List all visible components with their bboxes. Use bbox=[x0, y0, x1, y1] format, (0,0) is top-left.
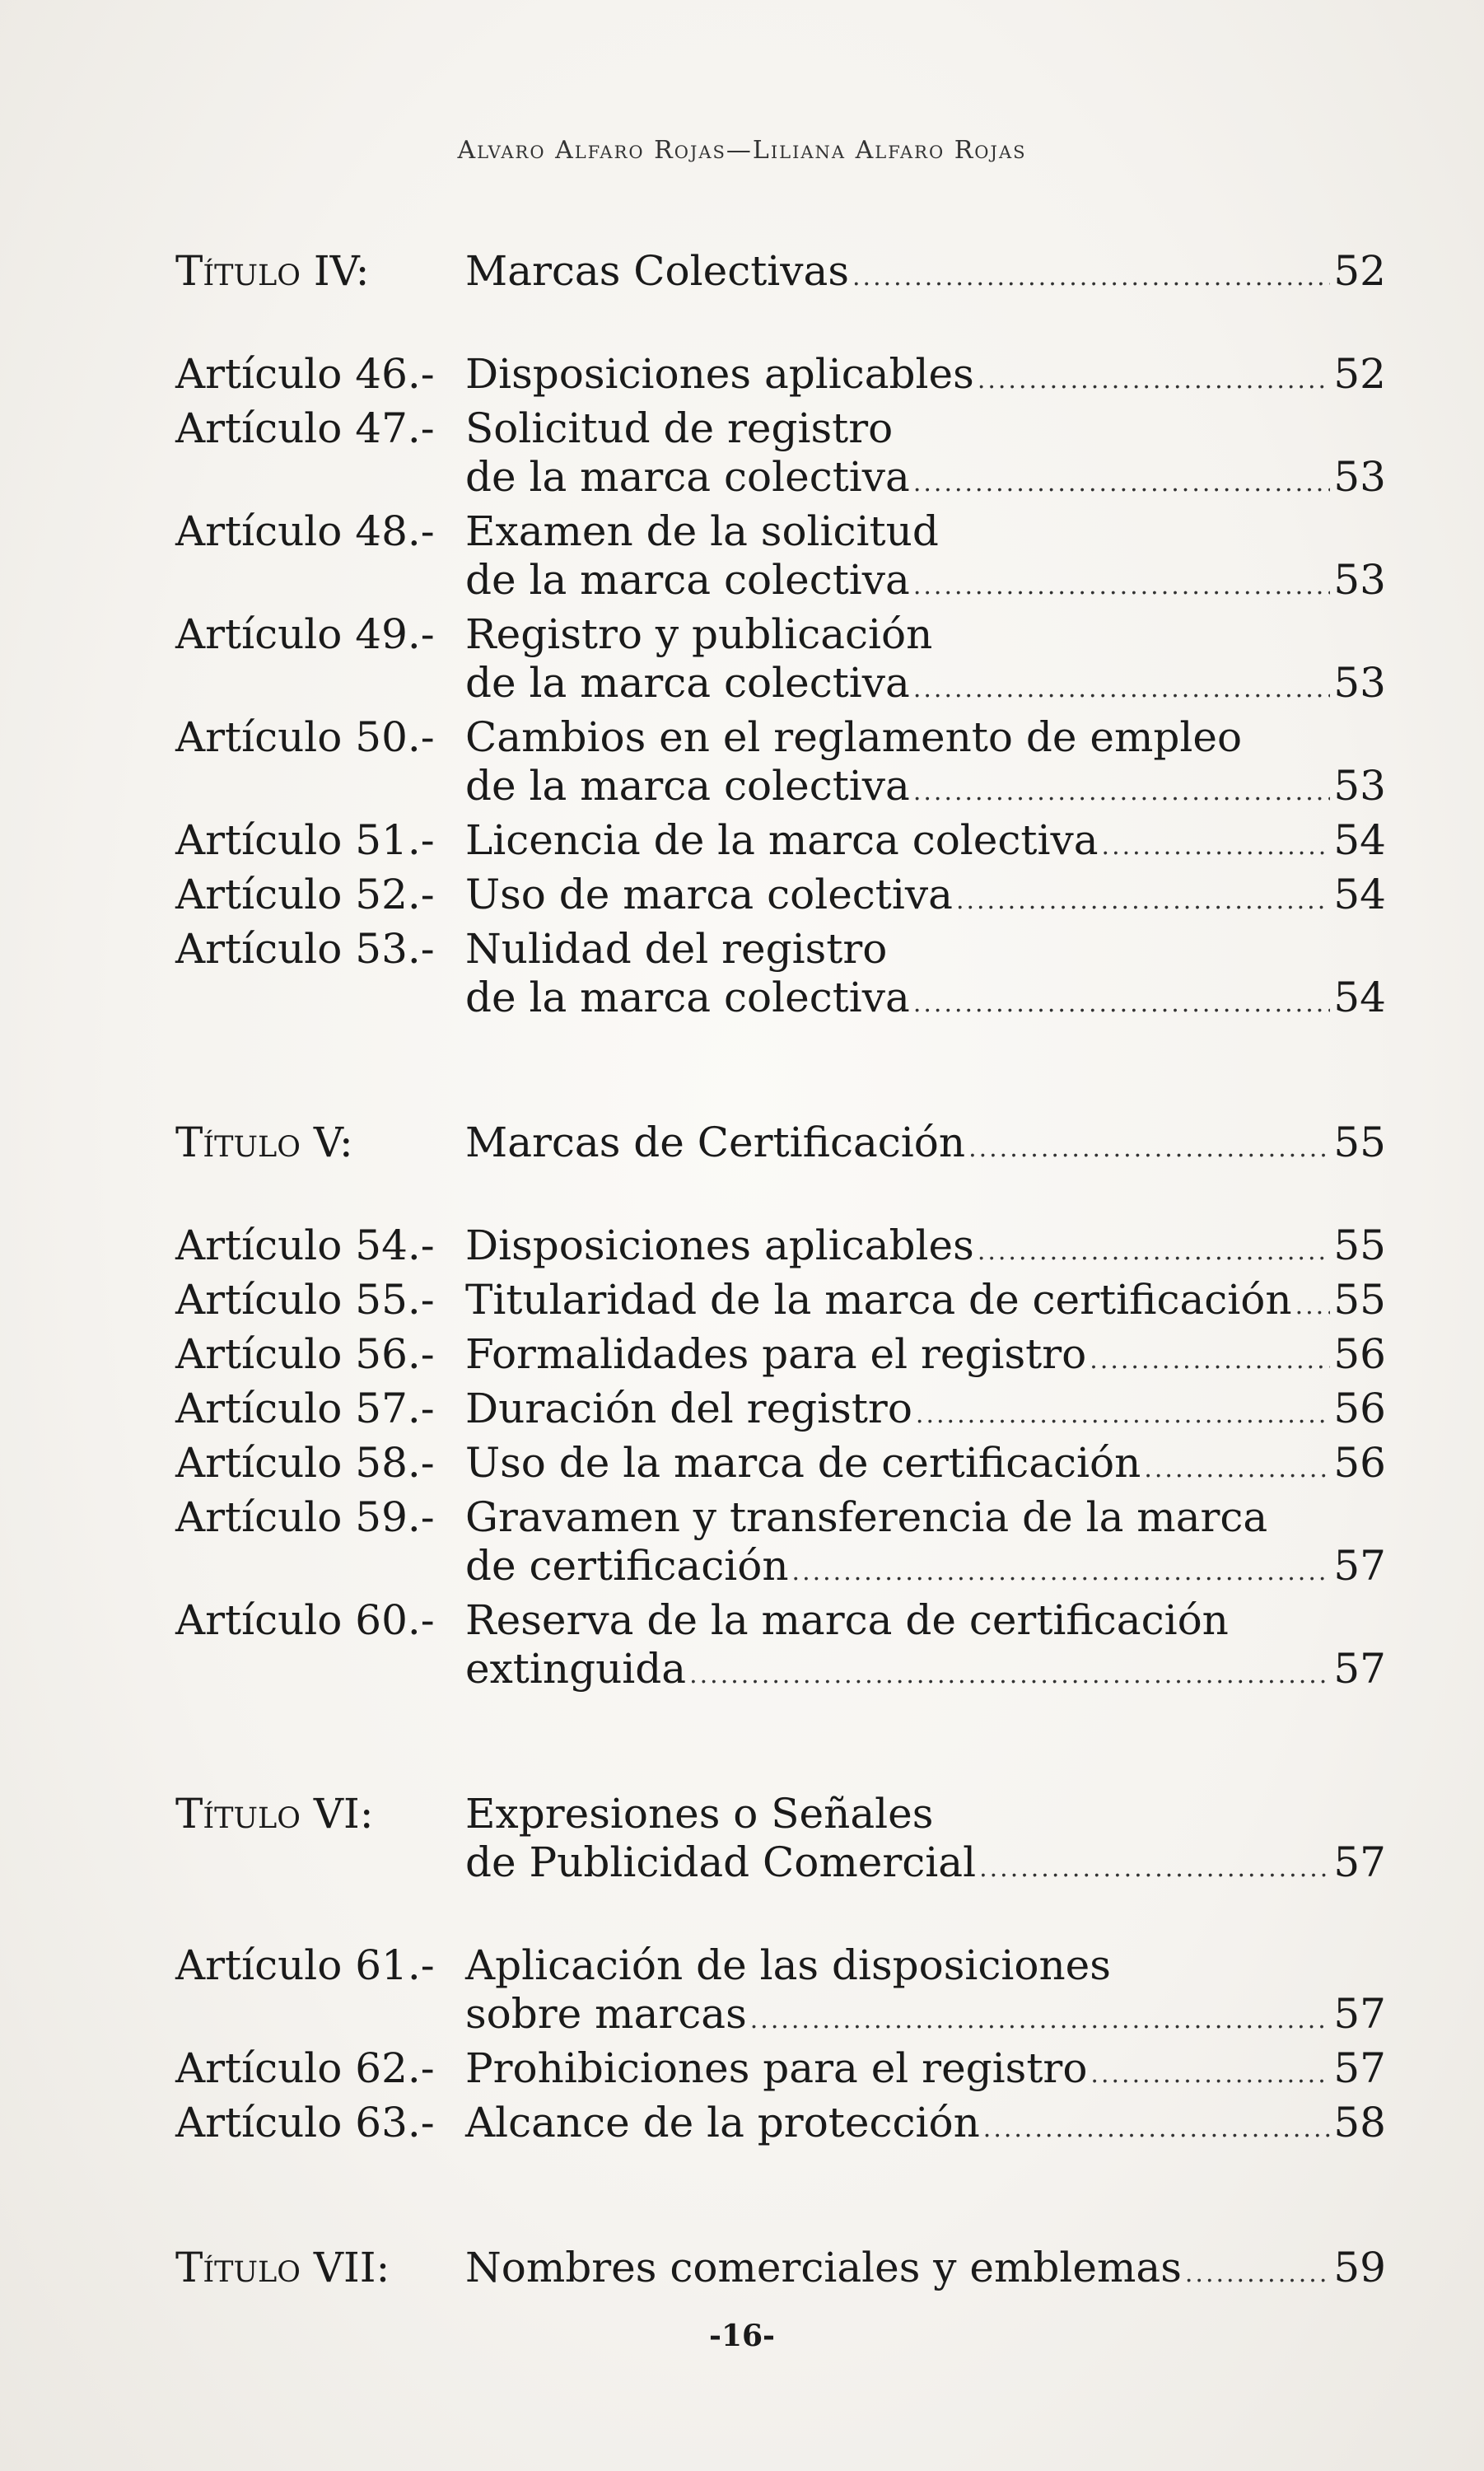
spacer bbox=[175, 1699, 1386, 1790]
article-entry-label: Artículo 53.- bbox=[175, 925, 435, 973]
article-entry-page: 54 bbox=[1333, 974, 1386, 1021]
article-entry-entry bbox=[465, 1941, 1386, 1990]
article-entry-page: 53 bbox=[1333, 762, 1386, 810]
article-entry-text: Uso de la marca de certificación bbox=[465, 1439, 1141, 1487]
title-entry bbox=[175, 1838, 1386, 1893]
toc-section bbox=[175, 1790, 1386, 2153]
article-entry-entry bbox=[465, 507, 1386, 556]
article-entry-entry bbox=[465, 1385, 1386, 1439]
article-entry-entry bbox=[465, 404, 1386, 453]
article-entry-text: Registro y publicación bbox=[465, 610, 933, 658]
article-entry-label: Artículo 46.- bbox=[175, 350, 435, 398]
dot-leader bbox=[956, 876, 1330, 925]
article-entry-entry bbox=[465, 556, 1386, 610]
title-entry-entry bbox=[465, 2244, 1386, 2298]
article-entry bbox=[175, 816, 1386, 871]
title-entry-entry bbox=[465, 1790, 1386, 1838]
article-entry-label: Artículo 59.- bbox=[175, 1493, 435, 1541]
article-entry-entry bbox=[465, 1221, 1386, 1276]
article-entry-page: 57 bbox=[1333, 1542, 1386, 1590]
dot-leader bbox=[978, 356, 1331, 404]
article-entry-entry bbox=[465, 816, 1386, 871]
title-entry bbox=[175, 1119, 1386, 1173]
article-entry-label: Artículo 54.- bbox=[175, 1221, 435, 1269]
article-entry-page: 57 bbox=[1333, 2044, 1386, 2092]
article-entry bbox=[175, 1542, 1386, 1596]
title-entry-label: Título VI: bbox=[175, 1790, 374, 1838]
article-entry-page: 54 bbox=[1333, 816, 1386, 864]
article-entry bbox=[175, 610, 1386, 659]
article-entry-label: Artículo 56.- bbox=[175, 1330, 435, 1378]
dot-leader bbox=[1185, 2249, 1331, 2298]
article-entry-entry bbox=[465, 1990, 1386, 2044]
dot-leader bbox=[968, 1124, 1330, 1173]
article-entry-label: Artículo 49.- bbox=[175, 610, 435, 658]
title-entry bbox=[175, 1790, 1386, 1838]
title-entry-entry bbox=[465, 247, 1386, 301]
table-of-contents bbox=[175, 247, 1386, 2298]
spacer bbox=[175, 2153, 1386, 2244]
article-entry-text: Examen de la solicitud bbox=[465, 507, 939, 555]
article-entry-page: 54 bbox=[1333, 871, 1386, 918]
article-entry-entry bbox=[465, 1276, 1386, 1330]
article-entry-text: de la marca colectiva bbox=[465, 556, 910, 604]
title-entry bbox=[175, 2244, 1386, 2298]
article-entry bbox=[175, 871, 1386, 925]
article-entry-label: Artículo 48.- bbox=[175, 507, 435, 555]
spacer bbox=[175, 1173, 1386, 1221]
title-entry-text: Marcas Colectivas bbox=[465, 247, 850, 295]
article-entry-page: 56 bbox=[1333, 1385, 1386, 1432]
title-entry-text: Marcas de Certificación bbox=[465, 1119, 966, 1166]
title-entry-text: Nombres comerciales y emblemas bbox=[465, 2244, 1182, 2291]
dot-leader bbox=[913, 768, 1331, 816]
article-entry-page: 53 bbox=[1333, 659, 1386, 707]
article-entry-page: 56 bbox=[1333, 1439, 1386, 1487]
dot-leader bbox=[913, 979, 1331, 1028]
spacer bbox=[175, 301, 1386, 350]
article-entry bbox=[175, 556, 1386, 610]
title-entry bbox=[175, 247, 1386, 301]
dot-leader bbox=[913, 665, 1331, 713]
article-entry bbox=[175, 1990, 1386, 2044]
article-entry bbox=[175, 2044, 1386, 2099]
article-entry-page: 55 bbox=[1333, 1221, 1386, 1269]
article-entry-text: Disposiciones aplicables bbox=[465, 1221, 974, 1269]
article-entry-text: Licencia de la marca colectiva bbox=[465, 816, 1099, 864]
dot-leader bbox=[913, 562, 1331, 610]
article-entry-entry bbox=[465, 1330, 1386, 1385]
dot-leader bbox=[983, 2104, 1331, 2153]
article-entry bbox=[175, 659, 1386, 713]
dot-leader bbox=[916, 1390, 1330, 1439]
article-entry-text: de la marca colectiva bbox=[465, 762, 910, 810]
dot-leader bbox=[978, 1227, 1331, 1276]
article-entry-label: Artículo 52.- bbox=[175, 871, 435, 918]
article-entry-entry bbox=[465, 925, 1386, 974]
article-entry bbox=[175, 507, 1386, 556]
article-entry-text: extinguida bbox=[465, 1645, 687, 1693]
article-entry-page: 55 bbox=[1333, 1276, 1386, 1324]
article-entry-entry bbox=[465, 871, 1386, 925]
article-entry bbox=[175, 1276, 1386, 1330]
spacer bbox=[175, 1893, 1386, 1941]
toc-section bbox=[175, 2244, 1386, 2298]
title-entry-entry bbox=[465, 1119, 1386, 1173]
article-entry-entry bbox=[465, 713, 1386, 762]
article-entry-entry bbox=[465, 1542, 1386, 1596]
article-entry bbox=[175, 1941, 1386, 1990]
article-entry bbox=[175, 1221, 1386, 1276]
article-entry-entry bbox=[465, 1645, 1386, 1699]
article-entry bbox=[175, 974, 1386, 1028]
dot-leader bbox=[852, 253, 1330, 301]
article-entry-label: Artículo 55.- bbox=[175, 1276, 435, 1324]
article-entry-page: 53 bbox=[1333, 453, 1386, 501]
article-entry-text: Formalidades para el registro bbox=[465, 1330, 1087, 1378]
article-entry-page: 53 bbox=[1333, 556, 1386, 604]
title-entry-page: 57 bbox=[1333, 1838, 1386, 1886]
article-entry-text: Alcance de la protección bbox=[465, 2099, 980, 2146]
dot-leader bbox=[1144, 1445, 1330, 1493]
dot-leader bbox=[1090, 2050, 1330, 2099]
article-entry-label: Artículo 63.- bbox=[175, 2099, 435, 2146]
article-entry bbox=[175, 404, 1386, 453]
title-entry-page: 55 bbox=[1333, 1119, 1386, 1166]
article-entry-text: de la marca colectiva bbox=[465, 453, 910, 501]
article-entry-entry bbox=[465, 2044, 1386, 2099]
article-entry-text: Duración del registro bbox=[465, 1385, 912, 1432]
dot-leader bbox=[979, 1844, 1330, 1893]
dot-leader bbox=[792, 1548, 1331, 1596]
article-entry-text: Titularidad de la marca de certificación bbox=[465, 1276, 1292, 1324]
article-entry-label: Artículo 57.- bbox=[175, 1385, 435, 1432]
dot-leader bbox=[689, 1651, 1330, 1699]
dot-leader bbox=[1102, 822, 1331, 871]
article-entry-label: Artículo 47.- bbox=[175, 404, 435, 452]
toc-section bbox=[175, 247, 1386, 1028]
article-entry-text: de la marca colectiva bbox=[465, 974, 910, 1021]
article-entry-label: Artículo 61.- bbox=[175, 1941, 435, 1989]
article-entry-text: Cambios en el reglamento de empleo bbox=[465, 713, 1243, 761]
article-entry bbox=[175, 1645, 1386, 1699]
article-entry-entry bbox=[465, 350, 1386, 404]
article-entry bbox=[175, 1596, 1386, 1645]
article-entry-text: Uso de marca colectiva bbox=[465, 871, 953, 918]
dot-leader bbox=[913, 459, 1331, 507]
article-entry-entry bbox=[465, 1439, 1386, 1493]
article-entry-page: 52 bbox=[1333, 350, 1386, 398]
article-entry-label: Artículo 60.- bbox=[175, 1596, 435, 1644]
article-entry-text: Aplicación de las disposiciones bbox=[465, 1941, 1111, 1989]
running-header: Alvaro Alfaro Rojas—Liliana Alfaro Rojas bbox=[457, 136, 1027, 165]
article-entry-text: Gravamen y transferencia de la marca bbox=[465, 1493, 1268, 1541]
title-entry-page: 59 bbox=[1333, 2244, 1386, 2291]
article-entry-label: Artículo 58.- bbox=[175, 1439, 435, 1487]
article-entry bbox=[175, 713, 1386, 762]
article-entry-entry bbox=[465, 2099, 1386, 2153]
article-entry-entry bbox=[465, 610, 1386, 659]
article-entry bbox=[175, 1330, 1386, 1385]
article-entry bbox=[175, 350, 1386, 404]
article-entry-text: Solicitud de registro bbox=[465, 404, 894, 452]
dot-leader bbox=[1090, 1336, 1330, 1385]
article-entry-text: de la marca colectiva bbox=[465, 659, 910, 707]
title-entry-label: Título V: bbox=[175, 1119, 353, 1166]
article-entry bbox=[175, 762, 1386, 816]
dot-leader bbox=[1295, 1282, 1331, 1330]
article-entry bbox=[175, 1439, 1386, 1493]
article-entry-entry bbox=[465, 762, 1386, 816]
article-entry-entry bbox=[465, 1493, 1386, 1542]
title-entry-text: de Publicidad Comercial bbox=[465, 1838, 977, 1886]
article-entry-page: 57 bbox=[1333, 1990, 1386, 2038]
article-entry-entry bbox=[465, 974, 1386, 1028]
page-number: -16- bbox=[709, 2319, 775, 2353]
article-entry-text: de certificación bbox=[465, 1542, 789, 1590]
title-entry-entry bbox=[465, 1838, 1386, 1893]
article-entry-entry bbox=[465, 1596, 1386, 1645]
article-entry-page: 57 bbox=[1333, 1645, 1386, 1693]
article-entry-text: Prohibiciones para el registro bbox=[465, 2044, 1088, 2092]
article-entry bbox=[175, 925, 1386, 974]
title-entry-page: 52 bbox=[1333, 247, 1386, 295]
article-entry bbox=[175, 2099, 1386, 2153]
article-entry bbox=[175, 1385, 1386, 1439]
article-entry-text: Reserva de la marca de certificación bbox=[465, 1596, 1229, 1644]
article-entry-label: Artículo 51.- bbox=[175, 816, 435, 864]
article-entry-text: sobre marcas bbox=[465, 1990, 747, 2038]
article-entry bbox=[175, 1493, 1386, 1542]
article-entry-entry bbox=[465, 453, 1386, 507]
toc-section bbox=[175, 1119, 1386, 1699]
title-entry-text: Expresiones o Señales bbox=[465, 1790, 934, 1838]
article-entry-page: 58 bbox=[1333, 2099, 1386, 2146]
spacer bbox=[175, 1028, 1386, 1119]
article-entry bbox=[175, 453, 1386, 507]
title-entry-label: Título IV: bbox=[175, 247, 370, 295]
article-entry-text: Nulidad del registro bbox=[465, 925, 888, 973]
article-entry-label: Artículo 62.- bbox=[175, 2044, 435, 2092]
article-entry-text: Disposiciones aplicables bbox=[465, 350, 974, 398]
article-entry-page: 56 bbox=[1333, 1330, 1386, 1378]
title-entry-label: Título VII: bbox=[175, 2244, 390, 2291]
article-entry-label: Artículo 50.- bbox=[175, 713, 435, 761]
dot-leader bbox=[750, 1996, 1331, 2044]
article-entry-entry bbox=[465, 659, 1386, 713]
